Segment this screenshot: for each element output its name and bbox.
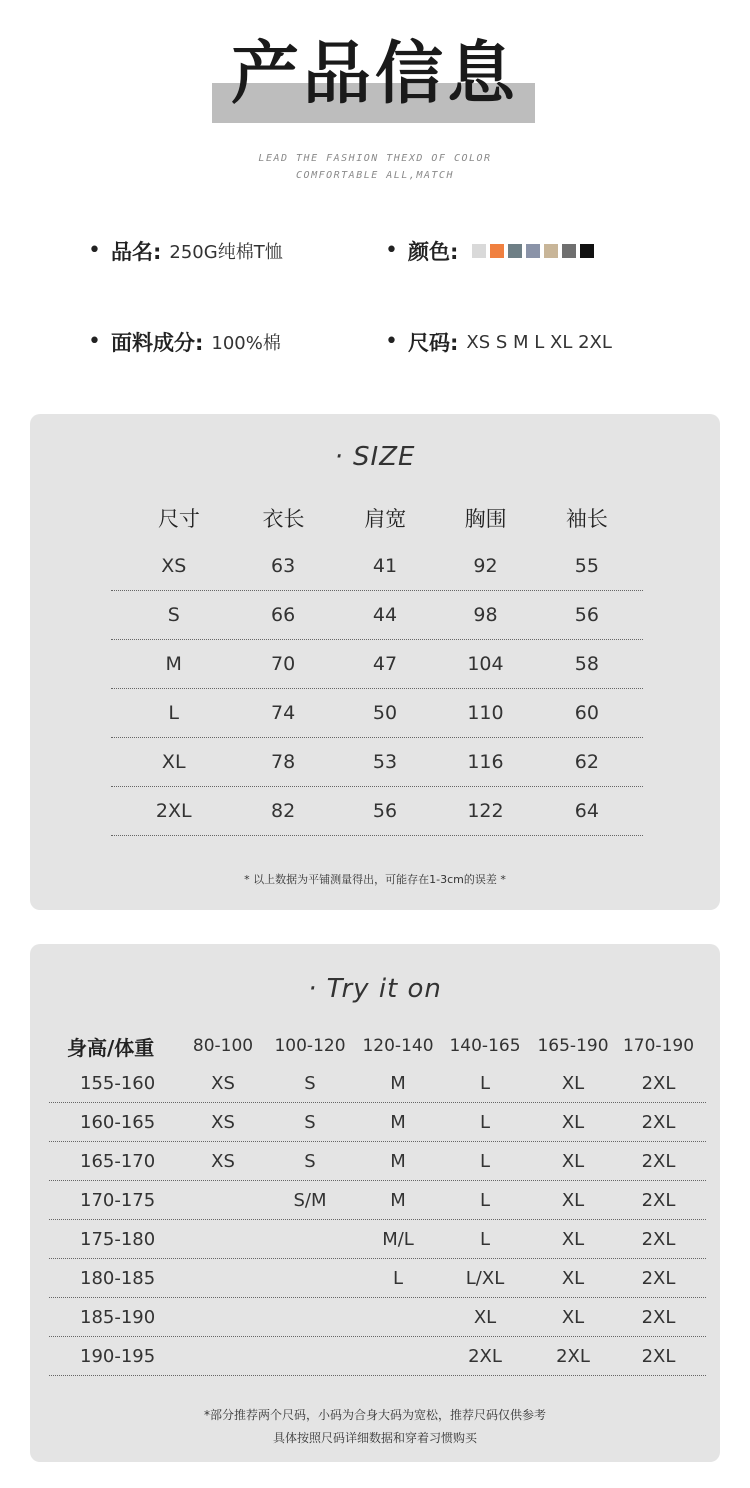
recommend-cell: S/M: [293, 1189, 327, 1211]
try-on-title: · Try it on: [308, 974, 442, 1004]
size-header-cell: 尺寸: [157, 507, 200, 531]
recommend-cell: XS: [211, 1150, 235, 1172]
height-cell: 175-180: [80, 1228, 156, 1250]
bullet-icon: •: [88, 238, 101, 263]
size-cell: 63: [271, 555, 296, 577]
table-row: [49, 1142, 706, 1181]
color-swatches: [472, 244, 594, 258]
height-cell: 190-195: [80, 1345, 156, 1367]
recommend-cell: XL: [561, 1267, 585, 1289]
fabric-value: 100%棉: [211, 333, 281, 354]
table-row: [49, 1181, 706, 1220]
recommend-cell: M: [390, 1111, 406, 1133]
size-table-body: [111, 542, 643, 836]
size-cell: 98: [473, 604, 498, 626]
weight-header-cell: 100-120: [274, 1036, 346, 1056]
size-cell: 47: [372, 653, 398, 675]
product-name-row: [88, 236, 283, 266]
table-row: [111, 591, 643, 640]
recommend-cell: M/L: [382, 1228, 414, 1250]
recommend-cell: XL: [473, 1306, 497, 1328]
table-row: [49, 1337, 706, 1376]
recommend-cell: 2XL: [556, 1345, 590, 1367]
weight-header-cell: 80-100: [192, 1036, 254, 1056]
size-cell: 2XL: [155, 800, 192, 822]
size-cell: 56: [574, 604, 599, 626]
size-chart-panel: [30, 414, 720, 910]
recommend-cell: L: [479, 1228, 491, 1250]
recommend-cell: 2XL: [641, 1111, 676, 1133]
size-cell: 122: [467, 800, 504, 822]
size-value: XS S M L XL 2XL: [466, 331, 612, 353]
recommend-cell: 2XL: [641, 1228, 676, 1250]
weight-header-cell: 165-190: [537, 1036, 609, 1056]
recommend-cell: XS: [211, 1111, 235, 1133]
size-cell: S: [167, 604, 180, 626]
tagline-line2: COMFORTABLE ALL,MATCH: [296, 170, 454, 181]
try-on-note-line2: 具体按照尺码详细数据和穿着习惯购买: [272, 1431, 477, 1445]
size-cell: L: [168, 702, 180, 724]
color-swatch: [490, 244, 504, 258]
color-swatch: [544, 244, 558, 258]
try-on-header: [49, 1028, 706, 1064]
color-swatch: [472, 244, 486, 258]
recommend-cell: XL: [561, 1072, 585, 1094]
recommend-cell: 2XL: [641, 1345, 676, 1367]
size-cell: XL: [161, 751, 186, 773]
table-row: [111, 689, 643, 738]
recommend-cell: XL: [561, 1189, 585, 1211]
table-row: [111, 542, 643, 591]
fabric-label: 面料成分:: [110, 331, 204, 355]
recommend-cell: L/XL: [465, 1267, 505, 1289]
try-on-note-line1: *部分推荐两个尺码，小码为合身大码为宽松，推荐尺码仅供参考: [203, 1408, 546, 1422]
recommend-cell: L: [479, 1150, 491, 1172]
height-cell: 170-175: [80, 1189, 156, 1211]
table-row: [111, 738, 643, 787]
size-header-cell: 衣长: [262, 507, 305, 531]
size-label: 尺码:: [407, 331, 459, 355]
recommend-cell: XL: [561, 1150, 585, 1172]
recommend-cell: M: [390, 1189, 406, 1211]
fabric-row: [88, 327, 281, 357]
size-cell: 82: [271, 800, 296, 822]
size-header-cell: 肩宽: [364, 507, 407, 531]
recommend-cell: XL: [561, 1306, 585, 1328]
try-on-body: [49, 1064, 706, 1376]
recommend-cell: 2XL: [641, 1189, 676, 1211]
height-cell: 165-170: [80, 1150, 156, 1172]
tagline-line1: LEAD THE FASHION THEXD OF COLOR: [258, 153, 492, 164]
size-cell: M: [165, 653, 182, 675]
size-cell: 55: [574, 555, 599, 577]
size-cell: 60: [574, 702, 599, 724]
color-swatch: [508, 244, 522, 258]
size-cell: 74: [271, 702, 296, 724]
size-cell: 70: [271, 653, 296, 675]
table-row: [49, 1220, 706, 1259]
recommend-cell: XS: [211, 1072, 235, 1094]
table-row: [49, 1298, 706, 1337]
color-swatch: [580, 244, 594, 258]
size-chart-title: · SIZE: [334, 442, 416, 472]
size-cell: 44: [372, 604, 398, 626]
recommend-cell: 2XL: [641, 1306, 676, 1328]
recommend-cell: S: [304, 1111, 316, 1133]
size-cell: 41: [372, 555, 398, 577]
try-on-panel: [30, 944, 720, 1462]
color-label: 颜色:: [407, 240, 459, 264]
size-cell: 116: [467, 751, 504, 773]
recommend-cell: L: [479, 1189, 491, 1211]
size-cell: 78: [271, 751, 296, 773]
recommend-cell: M: [390, 1150, 406, 1172]
product-name-label: 品名:: [110, 240, 162, 264]
page-title: 产品信息: [230, 35, 519, 114]
recommend-cell: XL: [561, 1111, 585, 1133]
recommend-cell: L: [479, 1111, 491, 1133]
height-cell: 155-160: [80, 1072, 156, 1094]
size-cell: 56: [372, 800, 398, 822]
weight-header-cell: 170-190: [622, 1036, 695, 1056]
recommend-cell: 2XL: [641, 1267, 676, 1289]
size-cell: 110: [467, 702, 504, 724]
table-row: [111, 787, 643, 836]
table-row: [111, 640, 643, 689]
recommend-cell: 2XL: [468, 1345, 502, 1367]
size-cell: 58: [574, 653, 599, 675]
bullet-icon: •: [385, 329, 398, 354]
size-header-cell: 胸围: [464, 507, 507, 531]
size-cell: 104: [467, 653, 504, 675]
size-cell: 92: [473, 555, 498, 577]
size-chart-note: * 以上数据为平铺测量得出，可能存在1-3cm的误差 *: [244, 873, 506, 886]
size-cell: XS: [161, 555, 187, 577]
recommend-cell: S: [304, 1072, 316, 1094]
bullet-icon: •: [385, 238, 398, 263]
size-cell: 50: [372, 702, 398, 724]
bullet-icon: •: [88, 329, 101, 354]
table-row: [49, 1103, 706, 1142]
size-header-cell: 袖长: [565, 507, 608, 531]
size-cell: 53: [372, 751, 398, 773]
product-name-value: 250G纯棉T恤: [169, 242, 283, 263]
height-weight-label: 身高/体重: [67, 1035, 155, 1060]
table-row: [49, 1064, 706, 1103]
size-cell: 66: [271, 604, 296, 626]
recommend-cell: L: [479, 1072, 491, 1094]
recommend-cell: 2XL: [641, 1072, 676, 1094]
try-on-table: [49, 1028, 706, 1376]
recommend-cell: S: [304, 1150, 316, 1172]
size-table: [111, 494, 643, 836]
size-table-header: [111, 494, 643, 542]
size-cell: 62: [574, 751, 599, 773]
table-row: [49, 1259, 706, 1298]
color-swatch: [562, 244, 576, 258]
weight-header-cell: 120-140: [362, 1036, 434, 1056]
weight-header-cell: 140-165: [449, 1036, 521, 1056]
size-row: [385, 327, 612, 357]
height-cell: 160-165: [80, 1111, 156, 1133]
color-row: [385, 236, 594, 266]
recommend-cell: M: [390, 1072, 406, 1094]
color-swatch: [526, 244, 540, 258]
height-cell: 185-190: [80, 1306, 156, 1328]
recommend-cell: 2XL: [641, 1150, 676, 1172]
recommend-cell: L: [392, 1267, 404, 1289]
recommend-cell: XL: [561, 1228, 585, 1250]
size-cell: 64: [574, 800, 599, 822]
height-cell: 180-185: [80, 1267, 156, 1289]
